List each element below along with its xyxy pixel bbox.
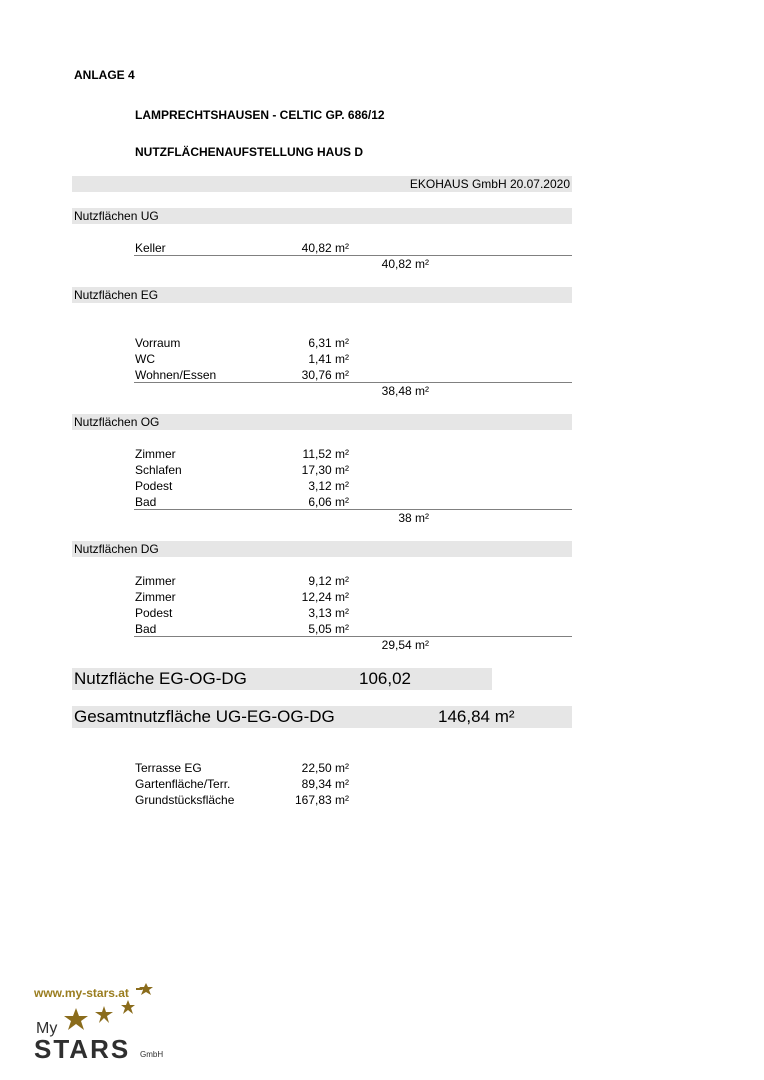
section-title-dg: Nutzflächen DG	[74, 542, 159, 556]
room-name: Bad	[135, 495, 157, 509]
room-name: Podest	[135, 479, 173, 493]
room-name: Zimmer	[135, 574, 176, 588]
room-name: Wohnen/Essen	[135, 368, 217, 382]
extra-area: 89,34 m²	[301, 777, 349, 791]
room-area: 40,82 m²	[301, 241, 349, 255]
room-area: 11,52 m²	[302, 447, 349, 461]
extra-name: Grundstücksfläche	[135, 793, 235, 807]
logo-wordmark: STARS	[34, 1034, 131, 1064]
room-name: WC	[135, 352, 155, 366]
room-area: 6,06 m²	[308, 495, 349, 509]
room-area: 3,12 m²	[308, 479, 349, 493]
room-name: Keller	[135, 241, 166, 255]
section-title-eg: Nutzflächen EG	[74, 288, 159, 302]
room-area: 12,24 m²	[301, 590, 349, 604]
room-name: Vorraum	[135, 336, 181, 350]
annex-label: ANLAGE 4	[74, 68, 135, 82]
subtotal-dg: 29,54 m²	[381, 638, 429, 652]
logo-my: My	[36, 1020, 58, 1037]
extra-area: 167,83 m²	[294, 793, 349, 807]
logo-gmbh: GmbH	[140, 1050, 164, 1059]
room-name: Zimmer	[135, 590, 176, 604]
extra-name: Gartenfläche/Terr.	[135, 777, 231, 791]
section-title-ug: Nutzflächen UG	[74, 209, 159, 223]
room-area: 3,13 m²	[308, 606, 349, 620]
company-date: EKOHAUS GmbH 20.07.2020	[409, 177, 570, 191]
room-area: 5,05 m²	[308, 622, 349, 636]
gesamt-label: Gesamtnutzfläche UG-EG-OG-DG	[74, 707, 335, 726]
room-name: Schlafen	[135, 463, 182, 477]
subtotal-ug: 40,82 m²	[381, 257, 429, 271]
logo-url: www.my-stars.at	[34, 986, 129, 1000]
document-subtitle: NUTZFLÄCHENAUFSTELLUNG HAUS D	[135, 145, 363, 159]
room-area: 17,30 m²	[301, 463, 349, 477]
room-area: 1,41 m²	[308, 352, 349, 366]
gesamt-value: 146,84 m²	[438, 707, 515, 726]
nutzflaeche-label: Nutzfläche EG-OG-DG	[74, 669, 247, 688]
subtotal-divider	[134, 509, 572, 510]
subtotal-og: 38 m²	[398, 511, 429, 525]
room-area: 30,76 m²	[301, 368, 349, 382]
room-name: Podest	[135, 606, 173, 620]
extra-area: 22,50 m²	[301, 761, 349, 775]
room-name: Bad	[135, 622, 157, 636]
subtotal-divider	[134, 255, 572, 256]
section-title-og: Nutzflächen OG	[74, 415, 160, 429]
room-area: 9,12 m²	[308, 574, 349, 588]
subtotal-divider	[134, 636, 572, 637]
extra-name: Terrasse EG	[135, 761, 202, 775]
nutzflaeche-value: 106,02	[359, 669, 411, 688]
subtotal-eg: 38,48 m²	[381, 384, 429, 398]
room-name: Zimmer	[135, 447, 176, 461]
subtotal-divider	[134, 382, 572, 383]
project-title: LAMPRECHTSHAUSEN - CELTIC GP. 686/12	[135, 108, 385, 122]
room-area: 6,31 m²	[308, 336, 349, 350]
